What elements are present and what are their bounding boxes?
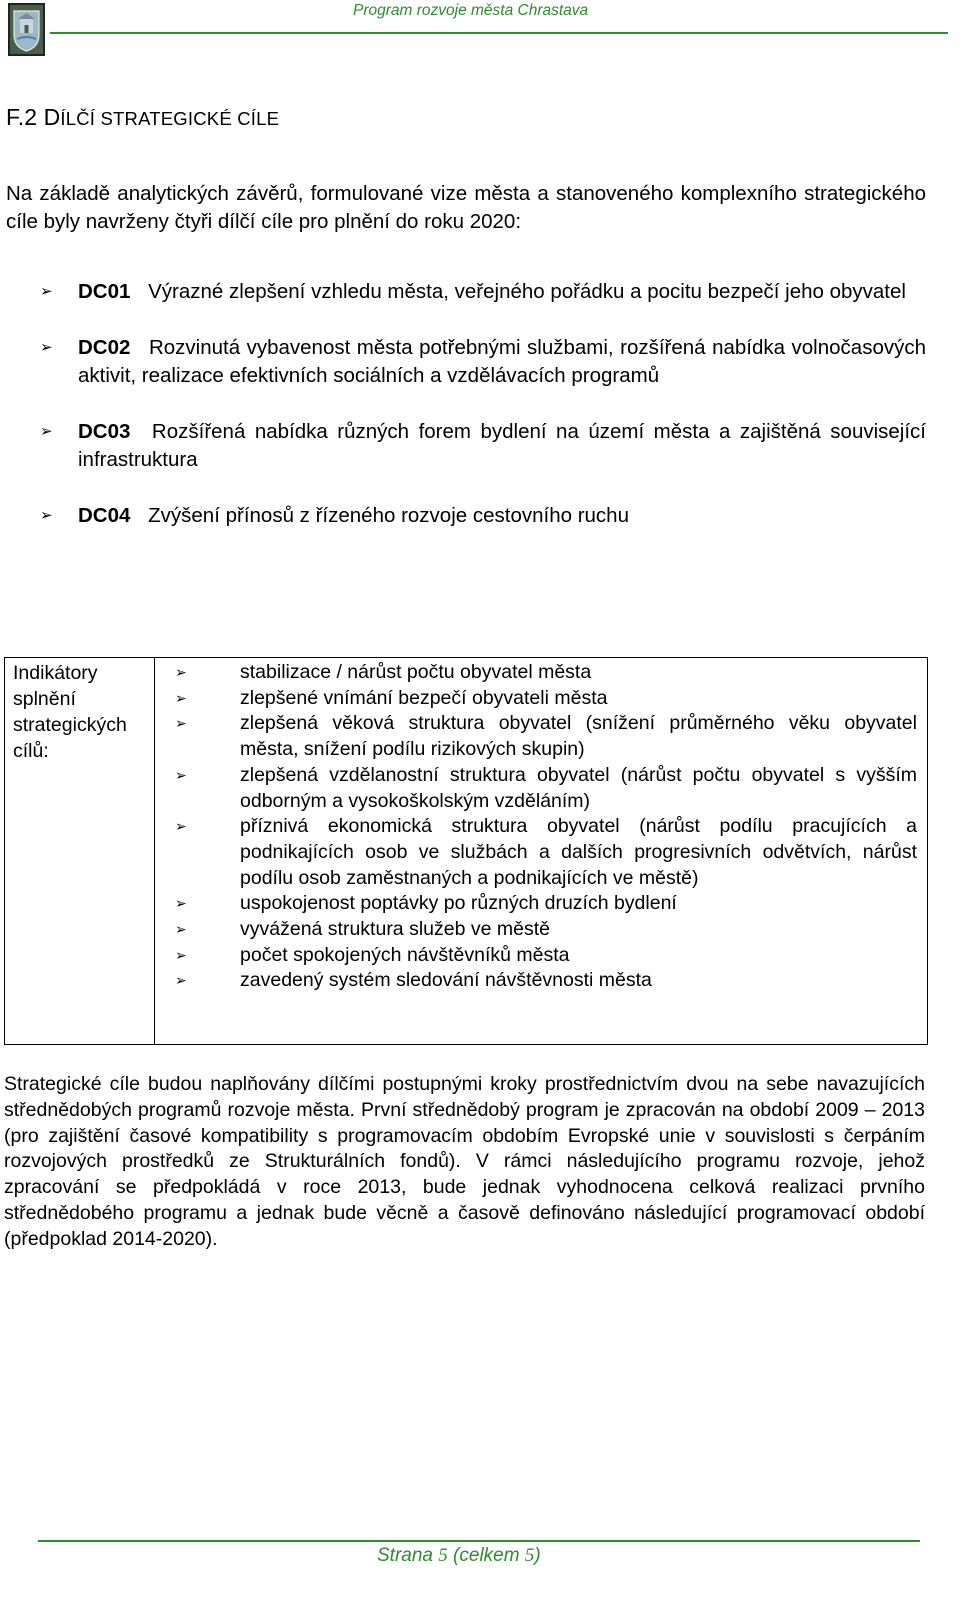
indicator-item [175, 943, 917, 969]
goal-code: DC04 [78, 504, 131, 527]
goal-item [40, 334, 926, 390]
total-pages: 5 [524, 1545, 535, 1566]
town-coat-of-arms-icon [8, 3, 45, 56]
goal-text: Výrazné zlepšení vzhledu města, veřejného pořádku a pocitu bezpečí jeho obyvatel [148, 280, 906, 303]
goal-item [40, 278, 926, 306]
goal-code: DC01 [78, 280, 131, 303]
indicator-text: uspokojenost poptávky po různých druzích bydlení [240, 892, 677, 915]
arrow-bullet-icon: ➢ [175, 895, 187, 912]
arrow-bullet-icon: ➢ [175, 921, 187, 938]
section-title-initial: D [43, 104, 61, 130]
arrow-bullet-icon: ➢ [175, 972, 187, 989]
indicator-text: stabilizace / nárůst počtu obyvatel města [240, 661, 592, 683]
section-title: ÍLČÍ STRATEGICKÉ CÍLE [60, 108, 280, 129]
indicator-text: zlepšená vzdělanostní struktura obyvatel (nárůst počtu obyvatel s vyšším odborným a vysokoškolským vzděláním) [240, 763, 917, 812]
goal-text: Zvýšení přínosů z řízeného rozvoje cestovního ruchu [148, 504, 629, 527]
indicators-table [4, 657, 928, 1045]
goal-code: DC03 [78, 420, 131, 443]
goal-text: Rozšířená nabídka různých forem bydlení na území města a zajištěná související infrastruktura [78, 420, 926, 471]
footer-divider [38, 1540, 920, 1542]
arrow-bullet-icon: ➢ [40, 507, 53, 524]
section-heading [6, 104, 279, 131]
arrow-bullet-icon: ➢ [40, 423, 53, 440]
indicator-text: vyvážená struktura služeb ve městě [240, 918, 550, 941]
indicator-item [175, 711, 917, 762]
indicator-text: zavedený systém sledování návštěvnosti města [240, 969, 652, 992]
page-number: 5 [438, 1545, 448, 1566]
goal-item [40, 418, 926, 474]
document-header-title: Program rozvoje města Chrastava [353, 2, 589, 19]
total-label: (celkem [453, 1545, 520, 1566]
indicator-text: počet spokojených návštěvníků města [240, 943, 570, 966]
goals-list [40, 278, 926, 558]
indicator-text: zlepšená věková struktura obyvatel (snížení průměrného věku obyvatel města, snížení podílu rizikových skupin) [240, 712, 917, 761]
arrow-bullet-icon: ➢ [175, 664, 187, 680]
goal-item [40, 502, 926, 530]
arrow-bullet-icon: ➢ [40, 283, 53, 300]
indicator-item [175, 660, 917, 686]
arrow-bullet-icon: ➢ [175, 689, 187, 706]
page-footer [377, 1545, 541, 1567]
indicator-item [175, 917, 917, 943]
indicator-text: zlepšené vnímání bezpečí obyvateli města [240, 686, 608, 709]
indicator-item [175, 686, 917, 712]
indicator-item [175, 968, 917, 994]
arrow-bullet-icon: ➢ [175, 766, 187, 783]
arrow-bullet-icon: ➢ [40, 339, 53, 356]
arrow-bullet-icon: ➢ [175, 818, 187, 835]
indicator-item [175, 814, 917, 891]
page-label: Strana [377, 1545, 433, 1566]
arrow-bullet-icon: ➢ [175, 715, 187, 732]
arrow-bullet-icon: ➢ [175, 946, 187, 963]
footer-closing-paren: ) [534, 1545, 541, 1566]
indicators-list [175, 660, 917, 994]
goal-text: Rozvinutá vybavenost města potřebnými službami, rozšířená nabídka volnočasových aktivit, realizace efektivních sociálních a vzdělávacích programů [78, 336, 926, 387]
goal-code: DC02 [78, 336, 131, 359]
closing-paragraph: Strategické cíle budou naplňovány dílčími postupnými kroky prostřednictvím dvou na sebe navazujících střednědobých programů rozvoje města. První střednědobý program je zpracován na období 2009 – 2013 (pro zajištění časové kompatibility s programovacím obdobím Evropské unie v souvislosti s čerpáním rozvojových prostředků ze Strukturálních fondů). V rámci následujícího programu rozvoje, jehož zpracování se předpokládá v roce 2013, bude jednak vyhodnocena celková realizaci prvního střednědobého programu a jednak bude věcně a časově definováno následující programovací období (předpoklad 2014-2020). [4, 1073, 925, 1250]
indicator-item [175, 891, 917, 917]
indicator-item [175, 763, 917, 814]
section-number: F.2 [6, 104, 38, 130]
indicators-label: Indikátory splnění strategických cílů: [5, 658, 155, 1044]
intro-paragraph: Na základě analytických závěrů, formulované vize města a stanoveného komplexního strategického cíle byly navrženy čtyři dílčí cíle pro plnění do roku 2020: [6, 182, 926, 233]
header-divider [50, 32, 948, 34]
indicator-text: příznivá ekonomická struktura obyvatel (nárůst podílu pracujících a podnikajících osob ve službách a dalších progresivních odvětvích, nárůst podílu osob zaměstnaných a podnikajících ve městě) [240, 815, 917, 889]
